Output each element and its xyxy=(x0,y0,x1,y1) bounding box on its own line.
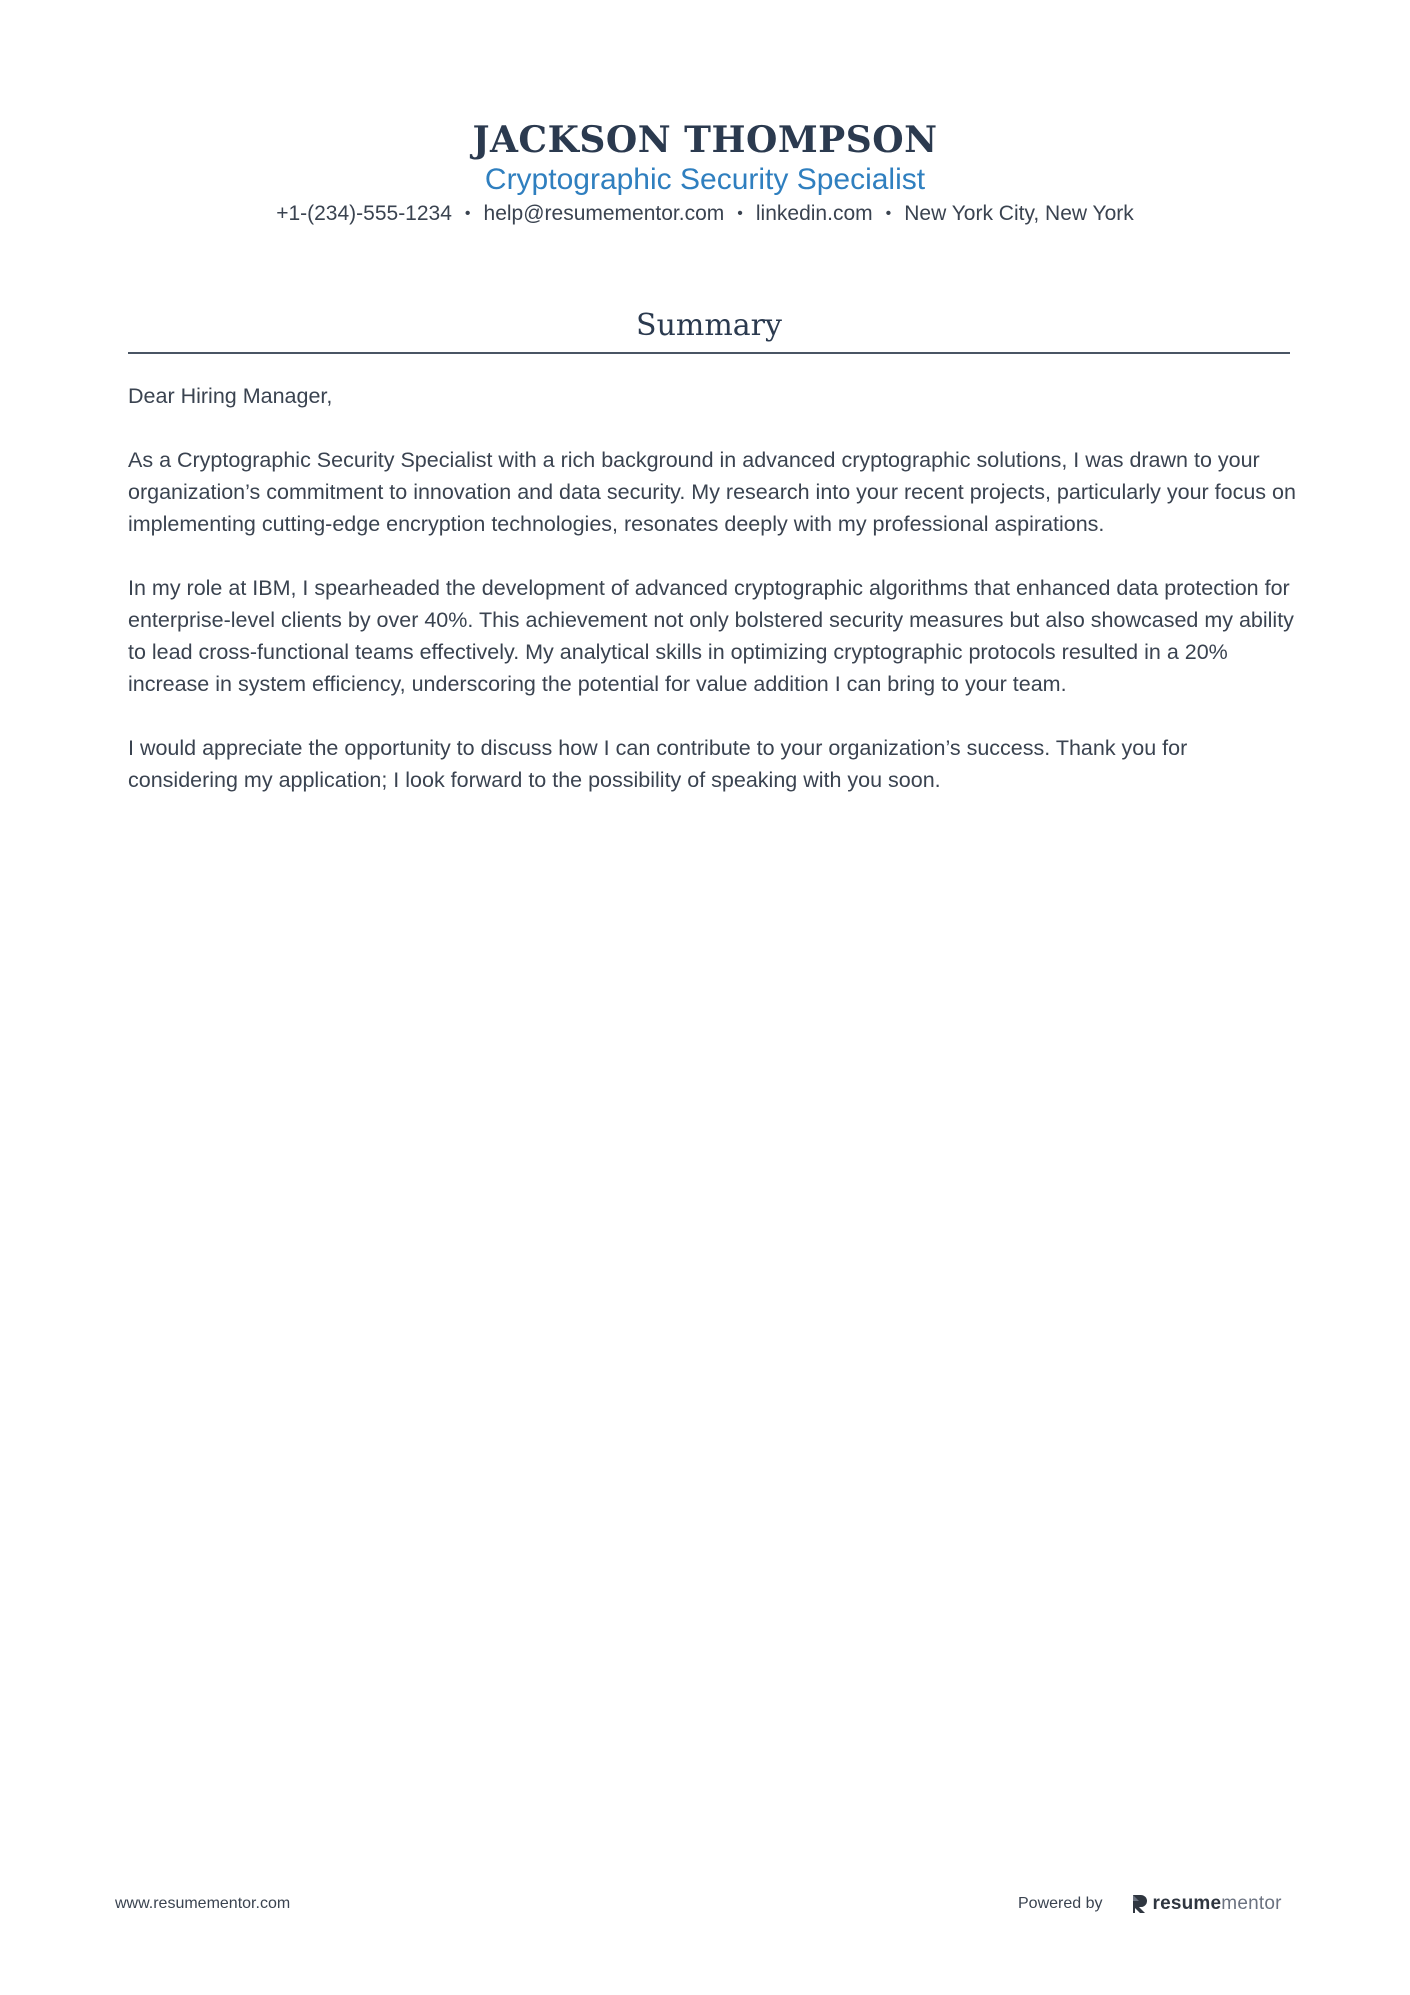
section-divider xyxy=(128,352,1290,354)
powered-by-label: Powered by xyxy=(1018,1895,1103,1912)
resumementor-logo-icon xyxy=(1131,1893,1149,1915)
separator-dot: • xyxy=(737,205,743,222)
footer-branding xyxy=(1018,1889,1308,1919)
resumementor-logo-text xyxy=(1153,1893,1282,1915)
separator-dot: • xyxy=(464,205,471,222)
job-title: Cryptographic Security Specialist xyxy=(484,163,926,196)
contact-linkedin: linkedin.com xyxy=(755,202,873,225)
logo-text-bold: resume xyxy=(1152,1893,1222,1914)
contact-line xyxy=(0,200,1410,228)
separator-dot: • xyxy=(885,205,892,222)
letter-paragraph: In my role at IBM, I spearheaded the development of advanced cryptographic algorithms that enhanced data protection for enterprise-level clients by over 40%. This achievement not only bolstered security measures but also showcased my ability to lead cross-functional teams effectively. My analytical skills in optimizing cryptographic protocols resulted in a 20% increase in system efficiency, underscoring the potential for value addition I can bring to your team. xyxy=(128,576,1294,696)
letter-greeting: Dear Hiring Manager, xyxy=(128,384,333,408)
candidate-name: JACKSON THOMPSON xyxy=(472,119,938,161)
letter-paragraph: As a Cryptographic Security Specialist with a rich background in advanced cryptographic solutions, I was drawn to your organization’s commitment to innovation and data security. My research into your recent projects, particularly your focus on implementing cutting-edge encryption technologies, resonates deeply with my professional aspirations. xyxy=(128,448,1296,536)
footer-website: www.resumementor.com xyxy=(115,1895,291,1912)
logo-text-light: mentor xyxy=(1221,1893,1282,1914)
contact-phone: +1-(234)-555-1234 xyxy=(276,202,452,225)
section-heading-summary: Summary xyxy=(636,308,782,343)
letter-body xyxy=(128,380,1300,828)
contact-location: New York City, New York xyxy=(904,202,1134,225)
contact-email: help@resumementor.com xyxy=(483,202,725,225)
header xyxy=(0,118,1410,228)
letter-paragraph: I would appreciate the opportunity to discuss how I can contribute to your organization’s success. Thank you for considering my application; I look forward to the possibility of speaking with you soon. xyxy=(128,736,1188,792)
